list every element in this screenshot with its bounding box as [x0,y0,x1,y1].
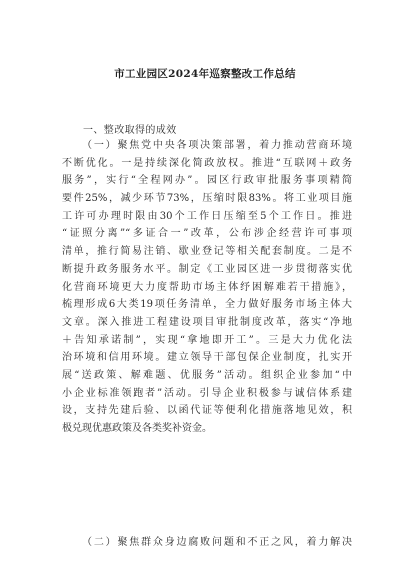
paragraph-line: （二）聚焦群众身边腐败问题和不正之风，着力解决 [82,537,352,548]
paragraph-2 [62,534,352,552]
paragraph-line: 设，支持先建后验、以函代证等便利化措施落地见效，积 [62,405,352,417]
section-heading: 一、整改取得的成效 [83,125,177,136]
paragraph-line: 化营商环境更大力度帮助市场主体纾困解难若干措施》， [62,281,352,293]
paragraph-line: 治环境和信用环境。建立领导干部包保企业制度，扎实开 [62,352,352,364]
paragraph-line: 工许可办理时限由30个工作日压缩至5个工作日。推进 [62,210,352,222]
paragraph-line: 极兑现优惠政策及各类奖补资金。 [62,423,212,434]
paragraph-line: 不断优化。一是持续深化简政放权。推进“互联网＋政务 [62,157,352,169]
paragraph-line: 梳理形成6大类19项任务清单，全力做好服务市场主体大 [62,299,352,311]
paragraph-line: “证照分离”“多证合一”改革，公布涉企经营许可事项 [62,228,352,240]
paragraph-line: 展“送政策、解难题、优服务”活动。组织企业参加“中 [62,369,352,381]
document-title: 市工业园区2024年巡察整改工作总结 [114,68,296,80]
paragraph-line: 文章。深入推进工程建设项目审批制度改革，落实“净地 [62,316,352,328]
paragraph-line: ＋告知承诺制”，实现“拿地即开工”。三是大力优化法 [62,334,352,346]
paragraph-line: 清单，推行简易注销、歇业登记等相关配套制度。二是不 [62,246,352,258]
paragraph-line: （一）聚焦党中央各项决策部署，着力推动营商环境 [82,140,352,151]
paragraph-line: 服务”，实行“全程网办”。园区行政审批服务事项精简 [62,175,352,187]
paragraph-1 [62,137,352,438]
paragraph-line: 断提升政务服务水平。制定《工业园区进一步贯彻落实优 [62,263,352,275]
paragraph-line: 要件25%，减少环节73%，压缩时限83%。将工业项目施 [62,193,352,205]
paragraph-line: 小企业标准领跑者”活动。引导企业积极参与诚信体系建 [62,387,352,399]
